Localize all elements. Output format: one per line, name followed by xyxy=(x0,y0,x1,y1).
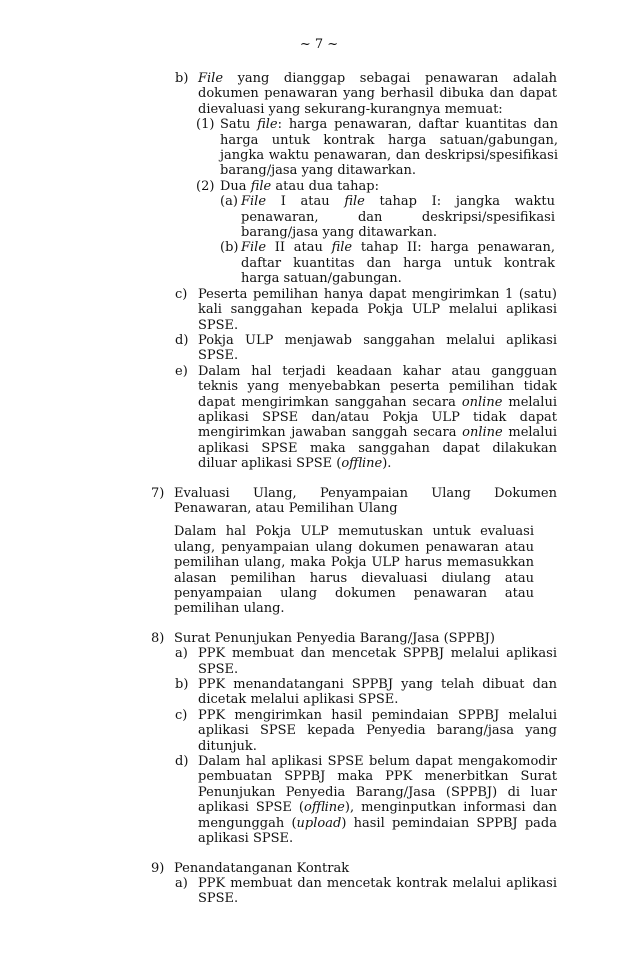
item-6c-text: Peserta pemilihan hanya dapat mengirimkan 1 (satu) kali sanggahan kepada Pokja ULP melalui aplikasi SPSE. xyxy=(198,286,557,333)
item-6e xyxy=(175,364,557,472)
item-marker: b) xyxy=(175,71,189,86)
item-6b-1-text: Satu file: harga penawaran, daftar kuantitas dan harga untuk kontrak harga satuan/gabungan, jangka waktu penawaran, dan deskripsi/spesifikasi barang/jasa yang ditawarkan. xyxy=(220,117,558,179)
section-7-paragraph-text: Dalam hal Pokja ULP memutuskan untuk evaluasi ulang, penyampaian ulang dokumen penawaran atau pemilihan ulang, maka Pokja ULP harus memasukkan alasan pemilihan harus dievaluasi diulang atau penyampaian ulang dokumen penawaran atau pemilihan ulang. xyxy=(174,524,534,617)
item-6b-text: File yang dianggap sebagai penawaran adalah dokumen penawaran yang berhasil dibuka dan dapat dievaluasi yang sekurang-kurangnya memuat: xyxy=(198,71,557,117)
item-6b-2b-text: File II atau file tahap II: harga penawaran, daftar kuantitas dan harga untuk kontrak harga satuan/gabungan. xyxy=(241,240,556,287)
document-body xyxy=(0,71,638,907)
item-marker: d) xyxy=(175,754,189,770)
item-8d-text: Dalam hal aplikasi SPSE belum dapat mengakomodir pembuatan SPPBJ maka PPK menerbitkan Surat Penunjukan Penyedia Barang/Jasa (SPPBJ) di luar aplikasi SPSE (offline), menginputkan informasi dan mengunggah (upload) hasil pemindaian SPPBJ pada aplikasi SPSE. xyxy=(198,754,558,847)
item-marker: c) xyxy=(175,707,188,723)
item-6c xyxy=(175,287,557,333)
section-7-paragraph xyxy=(174,524,534,616)
item-9a xyxy=(175,876,557,907)
item-6b-2-text: Dua file atau dua tahap: xyxy=(220,178,379,194)
item-6d xyxy=(175,333,557,364)
item-marker: d) xyxy=(175,332,189,348)
item-marker: a) xyxy=(175,875,188,891)
item-8c xyxy=(175,708,557,754)
section-marker: 9) xyxy=(151,860,165,876)
item-marker: (2) xyxy=(196,178,215,194)
section-7-heading xyxy=(151,486,557,517)
section-8-title: Surat Penunjukan Penyedia Barang/Jasa (SPPBJ) xyxy=(174,630,495,646)
item-6b-2b xyxy=(220,240,555,286)
item-8a-text: PPK membuat dan mencetak SPPBJ melalui aplikasi SPSE. xyxy=(198,646,557,677)
item-6b-1 xyxy=(196,117,558,179)
item-6d-text: Pokja ULP menjawab sanggahan melalui aplikasi SPSE. xyxy=(198,332,557,364)
item-6b-2 xyxy=(196,179,558,194)
item-marker: (b) xyxy=(220,240,239,256)
item-8b xyxy=(175,677,557,708)
item-marker: b) xyxy=(175,677,189,693)
section-9-heading xyxy=(151,861,557,876)
item-6b-2a-text: File I atau file tahap I: jangka waktu penawaran, dan deskripsi/spesifikasi barang/jasa yang ditawarkan. xyxy=(241,194,555,241)
item-6b-2a xyxy=(220,194,555,240)
item-marker: (a) xyxy=(220,194,238,210)
section-marker: 8) xyxy=(151,630,165,646)
item-8c-text: PPK mengirimkan hasil pemindaian SPPBJ melalui aplikasi SPSE kepada Penyedia barang/jasa yang ditunjuk. xyxy=(198,707,557,754)
page-number: ~ 7 ~ xyxy=(299,37,339,52)
item-marker: c) xyxy=(175,286,188,302)
item-6b xyxy=(175,71,557,117)
item-8d xyxy=(175,754,557,846)
item-8b-text: PPK menandatangani SPPBJ yang telah dibuat dan dicetak melalui aplikasi SPSE. xyxy=(198,677,557,708)
item-marker: (1) xyxy=(196,117,215,133)
section-7-title: Evaluasi Ulang, Penyampaian Ulang Dokumen Penawaran, atau Pemilihan Ulang xyxy=(174,485,557,516)
item-9a-text: PPK membuat dan mencetak kontrak melalui aplikasi SPSE. xyxy=(198,875,557,907)
section-9-title: Penandatanganan Kontrak xyxy=(174,860,350,876)
item-marker: e) xyxy=(175,363,188,379)
item-marker: a) xyxy=(175,646,188,662)
section-marker: 7) xyxy=(151,485,165,501)
item-6e-text: Dalam hal terjadi keadaan kahar atau gangguan teknis yang menyebabkan peserta pemilihan tidak dapat mengirimkan sanggahan secara online melalui aplikasi SPSE dan/atau Pokja ULP tidak dapat mengirimkan jawaban sanggah secara online melalui aplikasi SPSE maka sanggahan dapat dilakukan diluar aplikasi SPSE (offline). xyxy=(198,363,557,472)
item-8a xyxy=(175,646,557,677)
section-8-heading xyxy=(151,631,557,646)
